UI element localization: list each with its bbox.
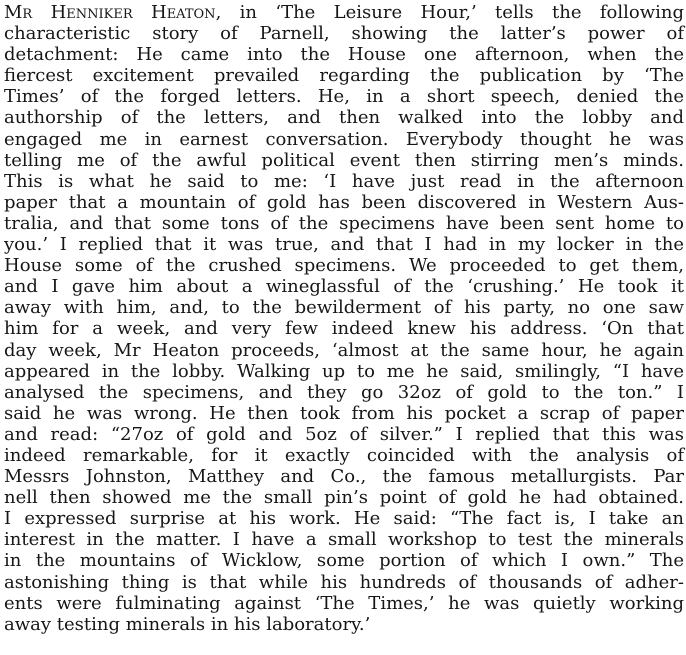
text-line: and I gave him about a wineglassful of the ‘crushing.’ He took it [4, 276, 684, 298]
text-line: telling me of the awful political event then stirring men’s minds. [4, 149, 684, 171]
text-line: said he was wrong. He then took from his pocket a scrap of paper [4, 402, 684, 424]
text-line: indeed remarkable, for it exactly coincided with the analysis of [4, 444, 684, 466]
text-line: characteristic story of Parnell, showing the latter’s power of [4, 23, 684, 45]
text-line: and read: “27oz of gold and 5oz of silver.” I replied that this was [4, 423, 684, 445]
text-line: fiercest excitement prevailed regarding the publication by ‘The [4, 65, 684, 87]
text-line: you.’ I replied that it was true, and that I had in my locker in the [4, 234, 684, 256]
text-line: Times’ of the forged letters. He, in a short speech, denied the [4, 86, 684, 108]
text-line: in the mountains of Wicklow, some portion of which I own.” The [4, 550, 684, 572]
text-line: engaged me in earnest conversation. Everybody thought he was [4, 128, 684, 150]
text-line: nell then showed me the small pin’s point of gold he had obtained. [4, 487, 684, 509]
text-line: away with him, and, to the bewilderment of his party, no one saw [4, 297, 684, 319]
text-line: tralia, and that some tons of the specimens have been sent home to [4, 212, 684, 234]
text-line: House some of the crushed specimens. We proceeded to get them, [4, 255, 684, 277]
text-line: detachment: He came into the House one afternoon, when the [4, 44, 684, 66]
text-line: appeared in the lobby. Walking up to me he said, smilingly, “I have [4, 360, 684, 382]
text-line: analysed the specimens, and they go 32oz of gold to the ton.” I [4, 381, 684, 403]
text-line: ents were fulminating against ‘The Times,’ he was quietly working [4, 592, 684, 614]
text-line: away testing minerals in his laboratory.’ [4, 613, 371, 635]
text-line: Messrs Johnston, Matthey and Co., the famous metallurgists. Par [4, 466, 684, 488]
text-line: paper that a mountain of gold has been discovered in Western Aus- [4, 191, 684, 213]
text-line: interest in the matter. I have a small workshop to test the minerals [4, 529, 684, 551]
text-line: authorship of the letters, and then walked into the lobby and [4, 107, 684, 129]
text-line: day week, Mr Heaton proceeds, ‘almost at the same hour, he again [4, 339, 684, 361]
article-text [4, 0, 684, 655]
text-line: I expressed surprise at his work. He said: “The fact is, I take an [4, 508, 684, 530]
author-name: Mr Henniker Heaton [4, 2, 216, 23]
text-line [4, 0, 684, 21]
text-line: This is what he said to me: ‘I have just read in the afternoon [4, 170, 684, 192]
text-line: him for a week, and very few indeed knew his address. ‘On that [4, 318, 684, 340]
text-line: astonishing thing is that while his hundreds of thousands of adher- [4, 571, 684, 593]
line-text: , in ‘The Leisure Hour,’ tells the following [215, 2, 684, 23]
